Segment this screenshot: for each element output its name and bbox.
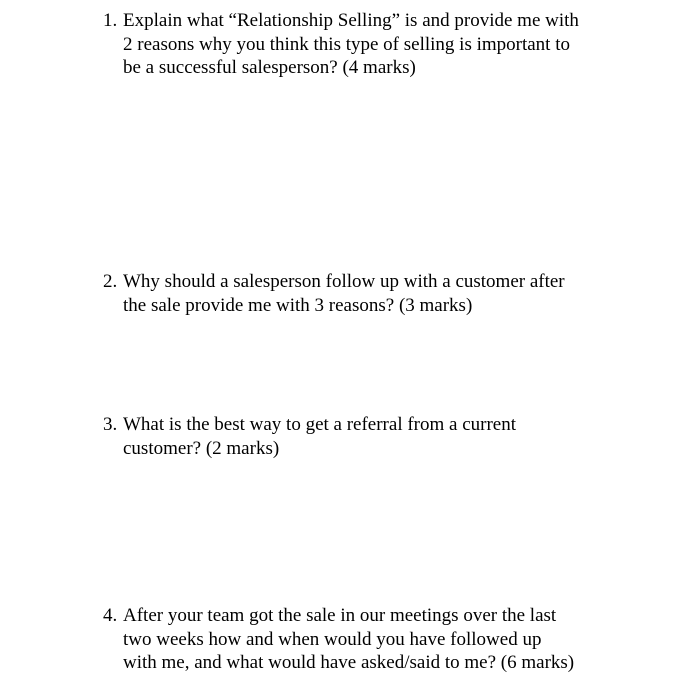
question-text-line: What is the best way to get a referral from a current: [123, 414, 517, 435]
question-text-line: with me, and what would have asked/said to me? (6 marks): [123, 652, 575, 673]
question-3: [103, 413, 663, 460]
question-number: 1.: [103, 10, 118, 31]
question-number: 2.: [103, 271, 118, 292]
question-text-line: After your team got the sale in our meetings over the last: [123, 605, 557, 626]
question-text-line: the sale provide me with 3 reasons? (3 marks): [123, 294, 473, 316]
question-text-line: be a successful salesperson? (4 marks): [123, 57, 416, 78]
question-text-line: Explain what “Relationship Selling” is and provide me with: [123, 10, 579, 31]
question-1: [103, 9, 663, 80]
question-4: [103, 604, 663, 675]
question-text-line: 2 reasons why you think this type of selling is important to: [123, 33, 570, 55]
question-number: 4.: [103, 605, 118, 626]
question-text-line: Why should a salesperson follow up with a customer after: [123, 271, 565, 292]
question-text-line: customer? (2 marks): [123, 437, 280, 459]
question-text-line: two weeks how and when would you have followed up: [123, 628, 542, 650]
question-2: [103, 270, 663, 317]
question-number: 3.: [103, 414, 118, 435]
